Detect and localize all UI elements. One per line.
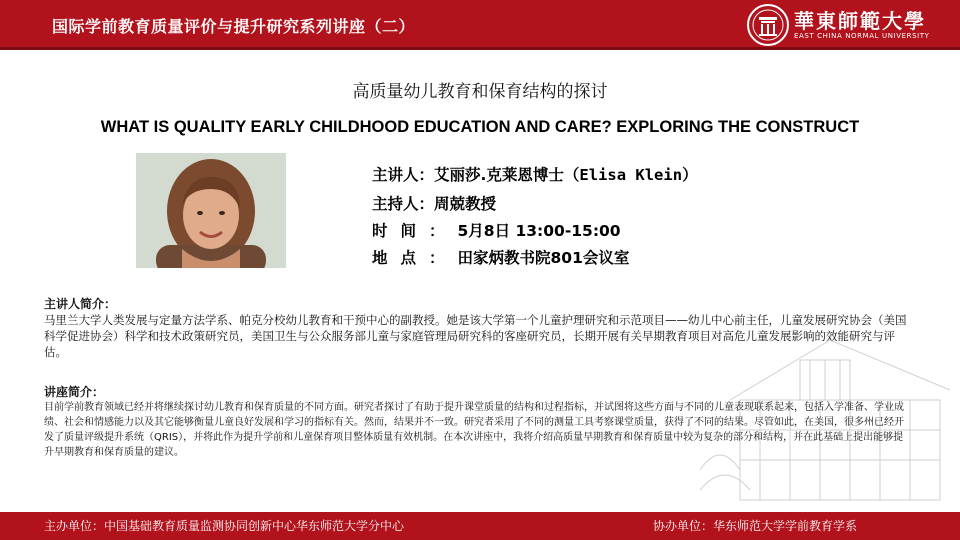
series-title: 国际学前教育质量评价与提升研究系列讲座（二） — [52, 17, 416, 36]
speaker-bio-text: 马里兰大学人类发展与定量方法学系、帕克分校幼儿教育和干预中心的副教授。她是该大学第一个儿童护理研究和示范项目——幼儿中心前主任，儿童发展研究协会（美国科学促进协会）科学和技术政策研究员，美国卫生与公众服务部儿童与家庭管理局研究科的客座研究员，长期开展有关早期教育项目对高危儿童发展影响的效能研究与评估。 — [44, 313, 907, 359]
university-name-cn: 華東師範大學 — [794, 9, 926, 33]
speaker-photo — [136, 153, 286, 268]
footer-bar — [0, 512, 960, 540]
host-value: 周兢教授 — [434, 195, 497, 213]
co-organizer-text: 协办单位：华东师范大学学前教育学系 — [653, 519, 858, 533]
header-bar — [0, 0, 960, 50]
organizer-text: 主办单位：中国基础教育质量监测协同创新中心华东师范大学分中心 — [44, 519, 405, 533]
lecture-abstract-text: 目前学前教育领域已经并将继续探讨幼儿教育和保育质量的不同方面。研究者探讨了有助于提升课堂质量的结构和过程指标，并试图将这些方面与不同的儿童表现联系起来，包括入学准备、学业成绩、社会和情感能力以及其它能够衡量儿童良好发展和学习的指标有关。然而，结果并不一致。研究者采用了不同的测量工具考察课堂质量，获得了不同的结果。尽管如此，在美国，很多州已经开发了质量评级提升系统（QRIS），并将此作为提升学前和儿童保育项目整体质量有效机制。在本次讲座中，我将介绍高质量早期教育和保育质量中较为复杂的部分和结构，并在此基础上提出能够提升早期教育和保育质量的建议。 — [44, 402, 904, 458]
university-logo — [746, 3, 956, 47]
speaker-line — [372, 163, 698, 185]
speaker-bio-section — [44, 296, 912, 360]
speaker-bio-heading: 主讲人简介： — [44, 297, 117, 311]
lecture-abstract-section — [44, 384, 912, 460]
lecture-abstract-heading: 讲座简介： — [44, 385, 105, 399]
time-label: 时间： — [372, 222, 458, 240]
lecture-title-en: WHAT IS QUALITY EARLY CHILDHOOD EDUCATION AND CARE? EXPLORING THE CONSTRUCT — [100, 118, 860, 136]
speaker-close: ） — [682, 166, 698, 184]
time-value: 5月8日 13:00-15:00 — [457, 222, 621, 240]
university-seal-icon — [746, 3, 790, 47]
host-label: 主持人： — [372, 195, 435, 213]
lecture-title-cn: 高质量幼儿教育和保育结构的探讨 — [352, 82, 608, 102]
time-line — [372, 219, 621, 241]
place-label: 地点： — [372, 249, 458, 267]
speaker-name-en: Elisa Klein — [579, 166, 683, 184]
university-name-en: EAST CHINA NORMAL UNIVERSITY — [794, 32, 930, 40]
speaker-value: 艾丽莎.克莱恩博士（ — [434, 166, 580, 184]
place-value: 田家炳教书院801会议室 — [457, 249, 630, 267]
speaker-label: 主讲人： — [372, 166, 435, 184]
host-line — [372, 192, 496, 214]
place-line — [372, 246, 629, 268]
